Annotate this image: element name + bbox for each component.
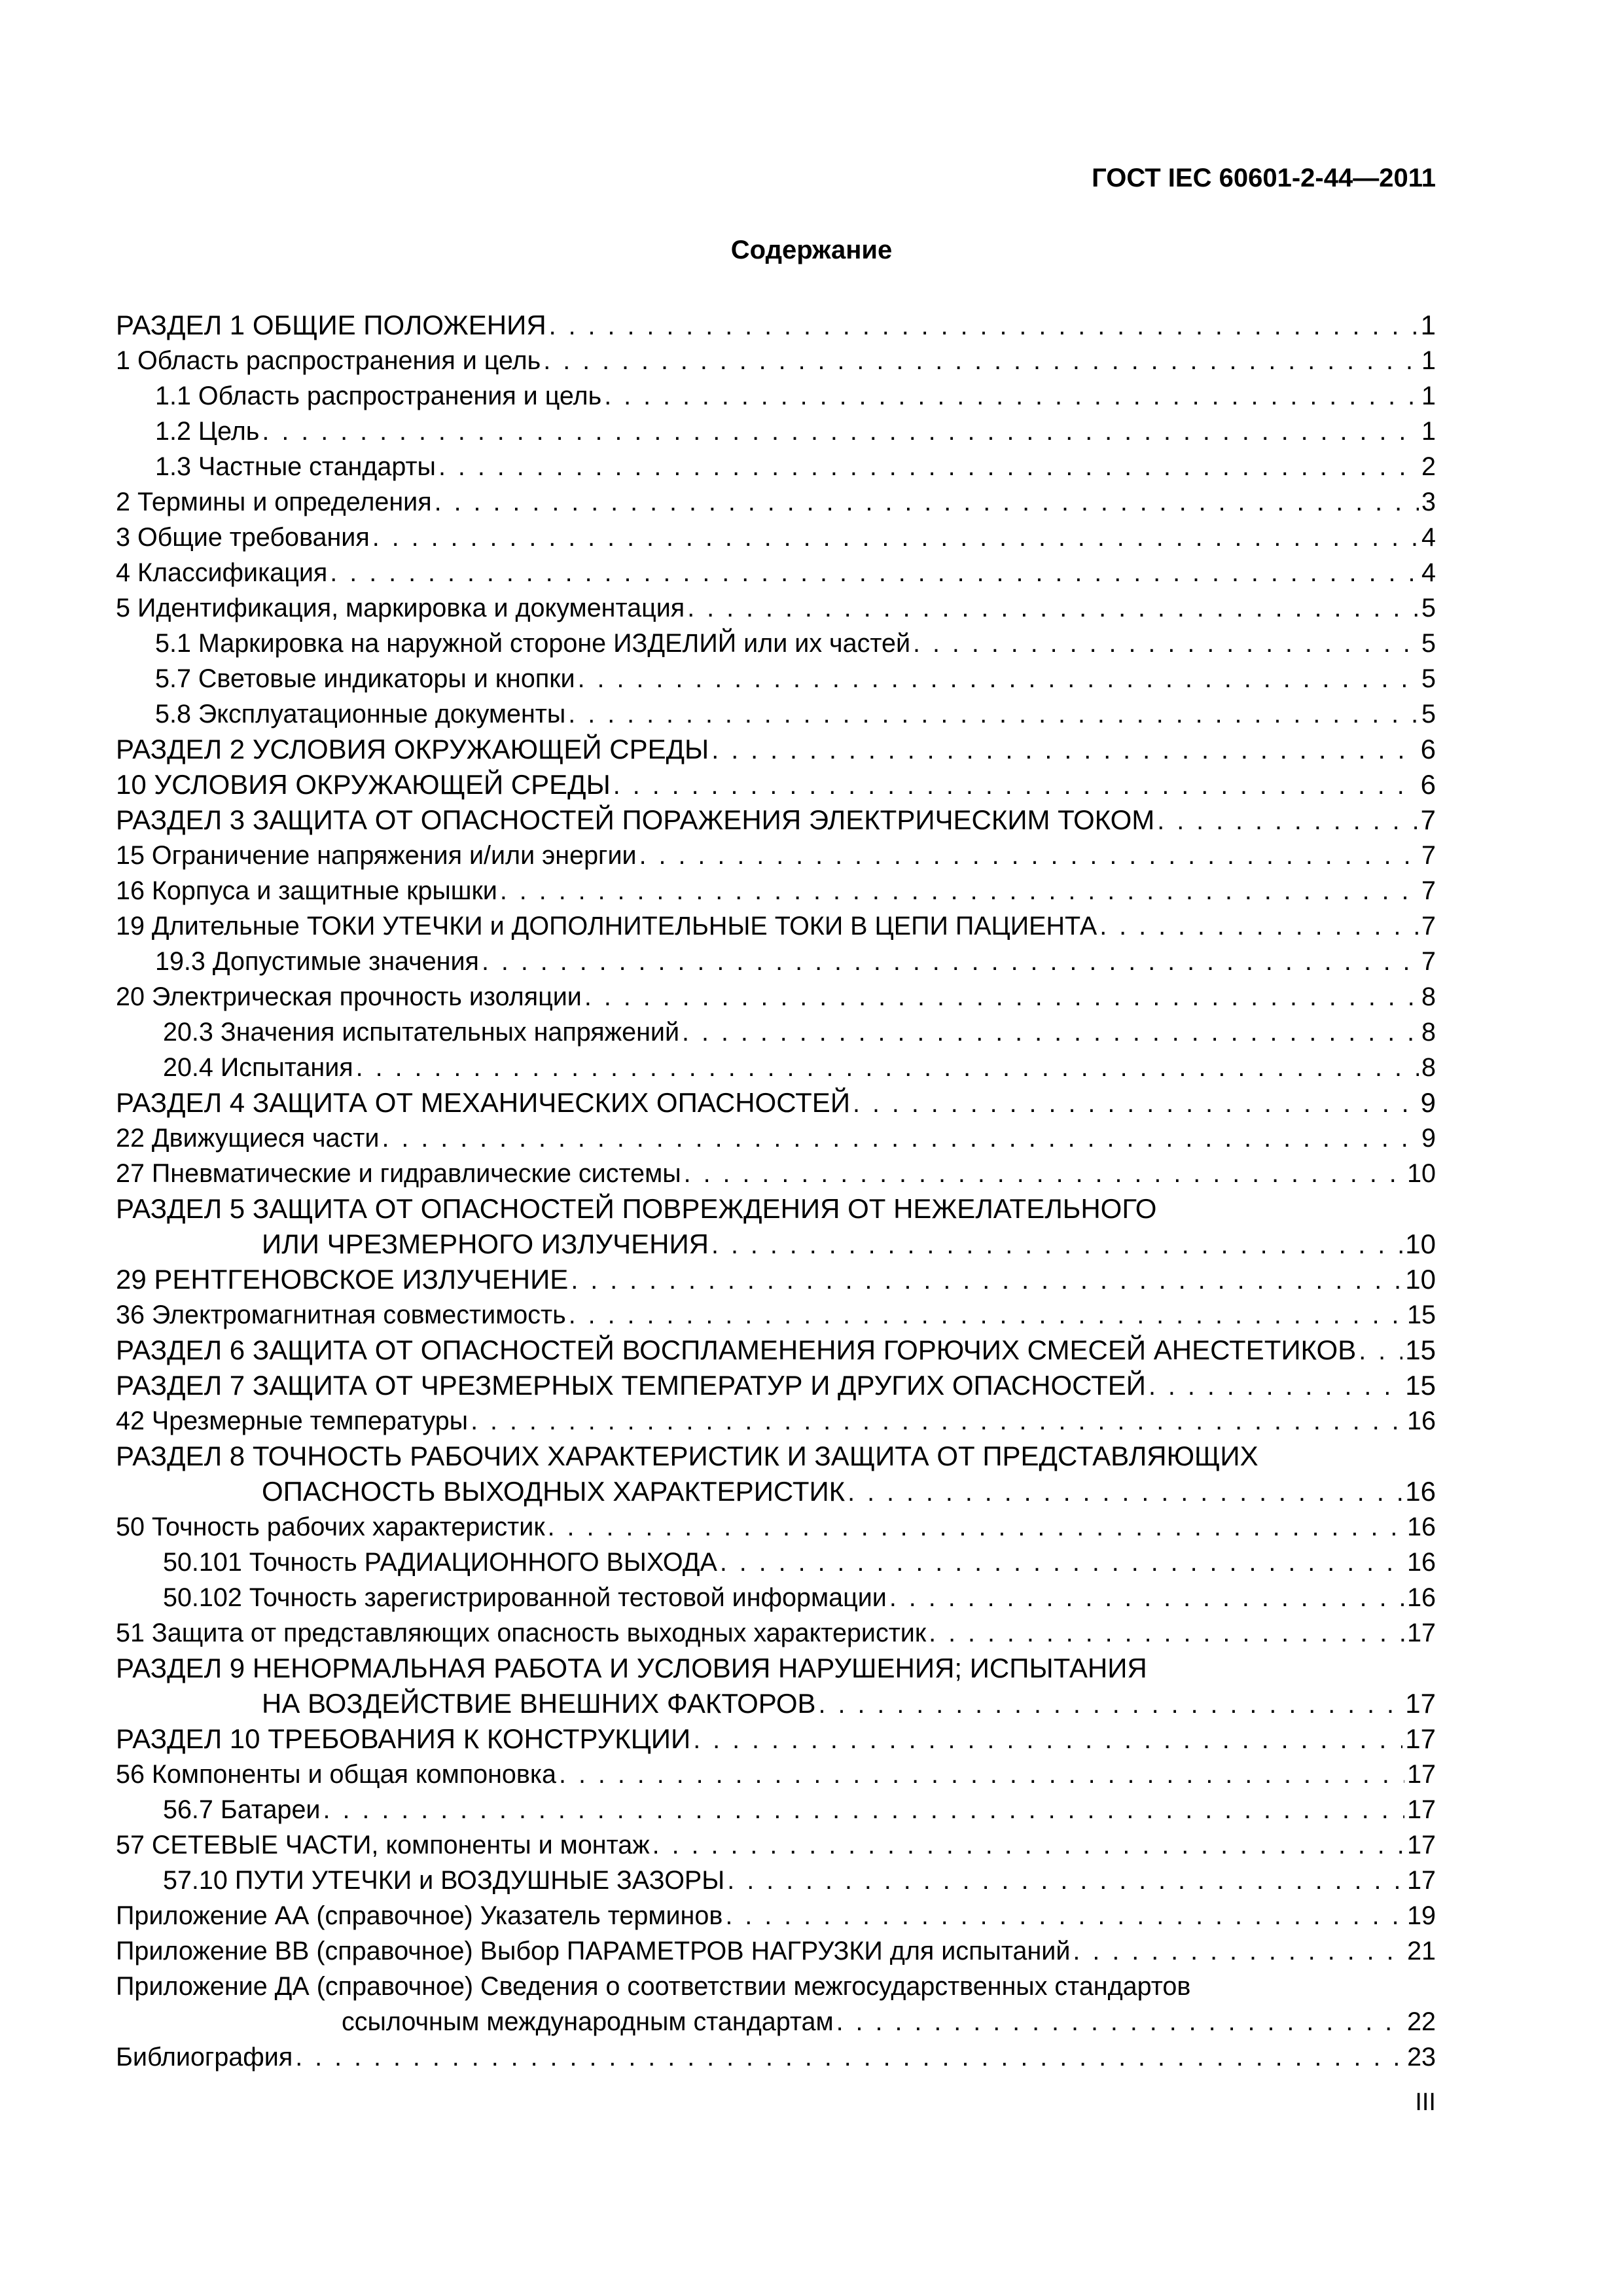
dot-leader — [548, 1509, 1404, 1545]
toc-entry-page: 1 — [1421, 346, 1436, 375]
toc-entry — [116, 1014, 1436, 1050]
toc-entry-page: 23 — [1407, 2043, 1436, 2072]
toc-entry — [116, 732, 1436, 767]
toc-entry — [116, 1439, 1436, 1509]
toc-entry-title: 1.3 Частные стандарты — [155, 452, 436, 481]
toc-entry — [116, 449, 1436, 484]
toc-entry-page: 19 — [1407, 1901, 1436, 1930]
toc-entry-title: 27 Пневматические и гидравлические системы — [116, 1159, 681, 1188]
toc-entry-title: 50.101 Точность РАДИАЦИОННОГО ВЫХОДА — [163, 1548, 717, 1577]
toc-entry-page: 16 — [1407, 1407, 1436, 1435]
dot-leader — [1073, 1933, 1404, 1969]
toc-entry — [116, 838, 1436, 873]
toc-entry — [116, 1297, 1436, 1333]
dot-leader — [913, 626, 1419, 661]
toc-entry-title: 1 Область распространения и цель — [116, 346, 541, 375]
dot-leader — [1099, 908, 1419, 944]
toc-entry-page: 4 — [1421, 558, 1436, 587]
toc-entry — [116, 1792, 1436, 1827]
toc-entry — [116, 1580, 1436, 1615]
toc-entry-title: РАЗДЕЛ 10 ТРЕБОВАНИЯ К КОНСТРУКЦИИ — [116, 1723, 691, 1754]
dot-leader — [847, 1474, 1402, 1509]
toc-entry — [116, 979, 1436, 1014]
dot-leader — [568, 696, 1419, 732]
toc-entry — [116, 308, 1436, 343]
toc-entry — [116, 873, 1436, 908]
toc-entry-title: 20.3 Значения испытательных напряжений — [163, 1018, 680, 1047]
dot-leader — [684, 1156, 1404, 1191]
toc-entry-page: 6 — [1420, 769, 1436, 800]
toc-entry-title: Приложение ДА (справочное) Сведения о соответствии межгосударственных стандартов — [116, 1972, 1191, 2001]
toc-entry — [116, 1721, 1436, 1757]
toc-entry-title-continuation: ИЛИ ЧРЕЗМЕРНОГО ИЗЛУЧЕНИЯ — [262, 1229, 709, 1259]
toc-entry — [116, 2039, 1436, 2075]
dot-leader — [711, 732, 1418, 767]
toc-entry-page: 7 — [1421, 912, 1436, 941]
toc-entry-title: 57.10 ПУТИ УТЕЧКИ и ВОЗДУШНЫЕ ЗАЗОРЫ — [163, 1866, 725, 1895]
toc-entry-title: 50.102 Точность зарегистрированной тестовой информации — [163, 1583, 887, 1612]
dot-leader — [687, 590, 1419, 626]
toc-entry-title: 1.2 Цель — [155, 417, 260, 446]
dot-leader — [323, 1792, 1405, 1827]
dot-leader — [1149, 1368, 1402, 1403]
toc-entry — [116, 1651, 1436, 1721]
dot-leader — [438, 449, 1419, 484]
dot-leader — [711, 1227, 1402, 1262]
toc-entry — [116, 1898, 1436, 1933]
toc-entry-page: 15 — [1407, 1300, 1436, 1329]
toc-entry — [116, 1863, 1436, 1898]
toc-entry — [116, 520, 1436, 555]
toc-entry-title-continuation: ссылочным международным стандартам — [342, 2007, 834, 2036]
dot-leader — [571, 1262, 1402, 1297]
dot-leader — [693, 1721, 1402, 1757]
dot-leader — [836, 2004, 1404, 2039]
toc-entry-title: 51 Защита от представляющих опасность выходных характеристик — [116, 1619, 927, 1647]
toc-entry-page: 1 — [1421, 417, 1436, 446]
toc-entry-title: 20 Электрическая прочность изоляции — [116, 982, 582, 1011]
toc-entry-title-continuation: НА ВОЗДЕЙСТВИЕ ВНЕШНИХ ФАКТОРОВ — [262, 1688, 816, 1719]
toc-entry-page: 8 — [1421, 1053, 1436, 1082]
toc-entry-title: 29 РЕНТГЕНОВСКОЕ ИЗЛУЧЕНИЕ — [116, 1264, 569, 1295]
toc-entry-title: РАЗДЕЛ 5 ЗАЩИТА ОТ ОПАСНОСТЕЙ ПОВРЕЖДЕНИЯ ОТ НЕЖЕЛАТЕЛЬНОГО — [116, 1193, 1157, 1224]
toc-entry-page: 10 — [1405, 1264, 1436, 1295]
toc-entry-page: 17 — [1405, 1723, 1436, 1754]
toc-entry — [116, 802, 1436, 838]
toc-entry-title: РАЗДЕЛ 6 ЗАЩИТА ОТ ОПАСНОСТЕЙ ВОСПЛАМЕНЕНИЯ ГОРЮЧИХ СМЕСЕЙ АНЕСТЕТИКОВ — [116, 1335, 1357, 1365]
dot-leader — [356, 1050, 1419, 1085]
dot-leader — [929, 1615, 1404, 1651]
dot-leader — [889, 1580, 1404, 1615]
toc-entry — [116, 1403, 1436, 1439]
dot-leader — [584, 979, 1419, 1014]
toc-entry — [116, 1827, 1436, 1863]
toc-entry-page: 7 — [1421, 947, 1436, 976]
toc-entry — [116, 1615, 1436, 1651]
toc-title: Содержание — [730, 236, 893, 264]
toc-entry-title: 20.4 Испытания — [163, 1053, 353, 1082]
toc-entry-title: 16 Корпуса и защитные крышки — [116, 876, 497, 905]
toc-entry — [116, 414, 1436, 449]
toc-entry-page: 8 — [1421, 1018, 1436, 1047]
toc-entry-title: 5 Идентификация, маркировка и документация — [116, 594, 685, 622]
toc-entry-page: 7 — [1420, 804, 1436, 835]
toc-entry-page: 3 — [1421, 488, 1436, 516]
toc-entry-title: 42 Чрезмерные температуры — [116, 1407, 469, 1435]
dot-leader — [578, 661, 1419, 696]
toc-entry — [116, 944, 1436, 979]
toc-entry-title: 56 Компоненты и общая компоновка — [116, 1760, 557, 1789]
toc-entry-page: 17 — [1407, 1795, 1436, 1824]
toc-entry-page: 10 — [1405, 1229, 1436, 1259]
toc-entry — [116, 1050, 1436, 1085]
toc-entry — [116, 1933, 1436, 1969]
toc-entry — [116, 484, 1436, 520]
toc-entry — [116, 1156, 1436, 1191]
toc-entry-title: Приложение АА (справочное) Указатель терминов — [116, 1901, 723, 1930]
toc-entry-page: 16 — [1407, 1583, 1436, 1612]
toc-entry-page: 5 — [1421, 629, 1436, 658]
toc-entry-title: 19 Длительные ТОКИ УТЕЧКИ и ДОПОЛНИТЕЛЬНЫЕ ТОКИ В ЦЕПИ ПАЦИЕНТА — [116, 912, 1097, 941]
page-number: III — [1415, 2089, 1436, 2116]
dot-leader — [500, 873, 1419, 908]
toc-entry — [116, 590, 1436, 626]
dot-leader — [295, 2039, 1404, 2075]
toc-entry — [116, 1262, 1436, 1297]
toc-entry-title: РАЗДЕЛ 9 НЕНОРМАЛЬНАЯ РАБОТА И УСЛОВИЯ НАРУШЕНИЯ; ИСПЫТАНИЯ — [116, 1653, 1147, 1683]
toc-entry-page: 2 — [1421, 452, 1436, 481]
toc-entry-title: 10 УСЛОВИЯ ОКРУЖАЮЩЕЙ СРЕДЫ — [116, 769, 611, 800]
toc-entry-page: 6 — [1420, 734, 1436, 764]
toc-entry — [116, 1368, 1436, 1403]
table-of-contents — [116, 308, 1436, 2075]
toc-entry-title: 57 СЕТЕВЫЕ ЧАСТИ, компоненты и монтаж — [116, 1831, 650, 1859]
toc-entry-title: 2 Термины и определения — [116, 488, 432, 516]
toc-entry — [116, 555, 1436, 590]
toc-entry-page: 15 — [1405, 1370, 1436, 1401]
dot-leader — [549, 308, 1418, 343]
dot-leader — [727, 1863, 1404, 1898]
toc-entry — [116, 1121, 1436, 1156]
toc-entry-title: Приложение ВВ (справочное) Выбор ПАРАМЕТРОВ НАГРУЗКИ для испытаний — [116, 1937, 1071, 1965]
toc-entry — [116, 908, 1436, 944]
toc-entry-page: 7 — [1421, 876, 1436, 905]
dot-leader — [543, 343, 1419, 378]
toc-entry-title: РАЗДЕЛ 8 ТОЧНОСТЬ РАБОЧИХ ХАРАКТЕРИСТИК И ЗАЩИТА ОТ ПРЕДСТАВЛЯЮЩИХ — [116, 1441, 1258, 1471]
dot-leader — [330, 555, 1419, 590]
toc-entry-page: 17 — [1405, 1688, 1436, 1719]
toc-entry — [116, 696, 1436, 732]
dot-leader — [652, 1827, 1404, 1863]
toc-entry-page: 1 — [1420, 310, 1436, 340]
toc-entry-page: 5 — [1421, 664, 1436, 693]
toc-entry — [116, 1191, 1436, 1262]
toc-entry-page: 16 — [1405, 1476, 1436, 1507]
toc-entry-title: РАЗДЕЛ 7 ЗАЩИТА ОТ ЧРЕЗМЕРНЫХ ТЕМПЕРАТУР И ДРУГИХ ОПАСНОСТЕЙ — [116, 1370, 1146, 1401]
toc-entry-title: 5.1 Маркировка на наружной стороне ИЗДЕЛИЙ или их частей — [155, 629, 911, 658]
dot-leader — [725, 1898, 1404, 1933]
dot-leader — [482, 944, 1419, 979]
toc-entry-page: 4 — [1421, 523, 1436, 552]
toc-entry — [116, 1757, 1436, 1792]
toc-entry-title: 22 Движущиеся части — [116, 1124, 380, 1153]
toc-entry-title: 1.1 Область распространения и цель — [155, 382, 602, 410]
dot-leader — [639, 838, 1419, 873]
toc-entry — [116, 661, 1436, 696]
toc-entry-page: 5 — [1421, 594, 1436, 622]
toc-entry-title: 56.7 Батареи — [163, 1795, 321, 1824]
toc-entry-title: 15 Ограничение напряжения и/или энергии — [116, 841, 637, 870]
toc-entry — [116, 1509, 1436, 1545]
toc-entry-title: 5.8 Эксплуатационные документы — [155, 700, 566, 728]
toc-entry — [116, 767, 1436, 802]
toc-entry-page: 17 — [1407, 1831, 1436, 1859]
toc-entry-title: 19.3 Допустимые значения — [155, 947, 479, 976]
toc-entry-title: 50 Точность рабочих характеристик — [116, 1513, 545, 1541]
toc-entry-page: 9 — [1420, 1087, 1436, 1118]
toc-entry-page: 17 — [1407, 1760, 1436, 1789]
toc-entry-title: 3 Общие требования — [116, 523, 370, 552]
toc-entry-page: 10 — [1407, 1159, 1436, 1188]
dot-leader — [604, 378, 1419, 414]
dot-leader — [819, 1686, 1403, 1721]
toc-entry-title: РАЗДЕЛ 4 ЗАЩИТА ОТ МЕХАНИЧЕСКИХ ОПАСНОСТЕЙ — [116, 1087, 851, 1118]
toc-entry — [116, 1333, 1436, 1368]
toc-entry-title: РАЗДЕЛ 3 ЗАЩИТА ОТ ОПАСНОСТЕЙ ПОРАЖЕНИЯ ЭЛЕКТРИЧЕСКИМ ТОКОМ — [116, 804, 1155, 835]
dot-leader — [1157, 802, 1418, 838]
dot-leader — [372, 520, 1419, 555]
dot-leader — [613, 767, 1418, 802]
toc-entry — [116, 343, 1436, 378]
toc-entry-page: 22 — [1407, 2007, 1436, 2036]
toc-entry-page: 17 — [1407, 1866, 1436, 1895]
toc-entry-page: 9 — [1421, 1124, 1436, 1153]
toc-entry-page: 8 — [1421, 982, 1436, 1011]
toc-entry-page: 15 — [1405, 1335, 1436, 1365]
dot-leader — [471, 1403, 1404, 1439]
dot-leader — [382, 1121, 1419, 1156]
toc-entry-title-continuation: ОПАСНОСТЬ ВЫХОДНЫХ ХАРАКТЕРИСТИК — [262, 1476, 846, 1507]
toc-entry-page: 1 — [1421, 382, 1436, 410]
toc-entry — [116, 1085, 1436, 1121]
dot-leader — [1359, 1333, 1402, 1368]
dot-leader — [853, 1085, 1418, 1121]
toc-entry-page: 16 — [1407, 1548, 1436, 1577]
document-code: ГОСТ IEC 60601-2-44—2011 — [1092, 164, 1436, 192]
toc-entry — [116, 378, 1436, 414]
toc-entry-title: РАЗДЕЛ 2 УСЛОВИЯ ОКРУЖАЮЩЕЙ СРЕДЫ — [116, 734, 709, 764]
dot-leader — [262, 414, 1419, 449]
dot-leader — [682, 1014, 1419, 1050]
toc-entry-page: 5 — [1421, 700, 1436, 728]
toc-entry-page: 7 — [1421, 841, 1436, 870]
dot-leader — [569, 1297, 1404, 1333]
toc-entry-title: 5.7 Световые индикаторы и кнопки — [155, 664, 575, 693]
dot-leader — [435, 484, 1419, 520]
toc-entry-title: РАЗДЕЛ 1 ОБЩИЕ ПОЛОЖЕНИЯ — [116, 310, 546, 340]
toc-entry-page: 21 — [1407, 1937, 1436, 1965]
toc-entry — [116, 626, 1436, 661]
dot-leader — [720, 1545, 1404, 1580]
toc-entry — [116, 1545, 1436, 1580]
toc-entry-page: 17 — [1407, 1619, 1436, 1647]
dot-leader — [559, 1757, 1404, 1792]
toc-entry-title: Библиография — [116, 2043, 293, 2072]
toc-entry-title: 4 Классификация — [116, 558, 328, 587]
toc-entry-page: 16 — [1407, 1513, 1436, 1541]
toc-entry — [116, 1969, 1436, 2039]
toc-entry-title: 36 Электромагнитная совместимость — [116, 1300, 566, 1329]
